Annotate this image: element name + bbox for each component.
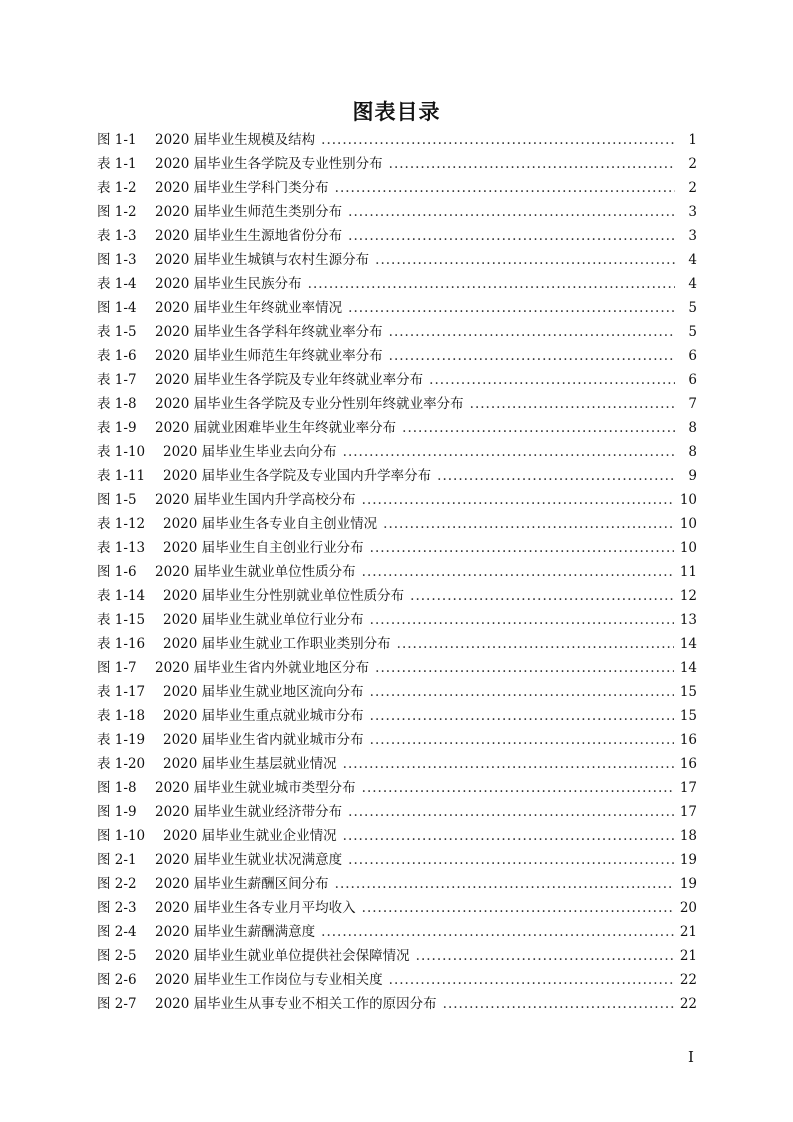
- toc-entry-title: 2020 届毕业生就业单位提供社会保障情况: [155, 948, 410, 964]
- toc-entry-title: 2020 届毕业生各学院及专业性别分布: [155, 156, 383, 172]
- toc-entry[interactable]: [97, 896, 697, 920]
- toc-entry-page: 4: [688, 276, 697, 292]
- toc-entry[interactable]: [97, 656, 697, 680]
- toc-entry-page: 15: [679, 684, 697, 700]
- toc-dot-leader: [410, 584, 674, 608]
- toc-entry-page: 13: [679, 612, 697, 628]
- page-number: I: [688, 1048, 694, 1066]
- toc-entry-label: 表 1-13: [97, 540, 146, 556]
- toc-entry-page: 9: [688, 468, 697, 484]
- toc-entry-label: 图 2-6: [97, 972, 137, 988]
- toc-entry-page: 2: [688, 156, 697, 172]
- toc-entry-page: 10: [679, 492, 697, 508]
- toc-entry[interactable]: [97, 824, 697, 848]
- toc-entry-page: 17: [679, 780, 697, 796]
- toc-entry[interactable]: [97, 536, 697, 560]
- toc-entry-title: 2020 届毕业生毕业去向分布: [163, 444, 337, 460]
- toc-dot-leader: [343, 824, 674, 848]
- toc-entry[interactable]: [97, 992, 697, 1016]
- toc-dot-leader: [389, 968, 674, 992]
- toc-entry-title: 2020 届毕业生规模及结构: [155, 132, 316, 148]
- toc-entry-title: 2020 届毕业生薪酬区间分布: [155, 876, 329, 892]
- toc-entry[interactable]: [97, 272, 697, 296]
- toc-dot-leader: [389, 152, 675, 176]
- toc-entry[interactable]: [97, 920, 697, 944]
- toc-entry[interactable]: [97, 464, 697, 488]
- toc-entry-title: 2020 届毕业生就业单位性质分布: [155, 564, 356, 580]
- toc-entry[interactable]: [97, 200, 697, 224]
- toc-entry[interactable]: [97, 680, 697, 704]
- toc-entry-label: 表 1-18: [97, 708, 146, 724]
- toc-dot-leader: [335, 872, 674, 896]
- toc-dot-leader: [470, 392, 675, 416]
- toc-dot-leader: [362, 488, 674, 512]
- toc-entry-title: 2020 届毕业生生源地省份分布: [155, 228, 343, 244]
- toc-entry-label: 图 1-4: [97, 300, 137, 316]
- toc-dot-leader: [343, 752, 674, 776]
- toc-entry-label: 表 1-4: [97, 276, 137, 292]
- toc-entry[interactable]: [97, 248, 697, 272]
- toc-dot-leader: [321, 920, 674, 944]
- toc-list: [97, 128, 697, 1016]
- toc-entry[interactable]: [97, 776, 697, 800]
- toc-dot-leader: [321, 128, 675, 152]
- toc-entry-page: 19: [679, 852, 697, 868]
- toc-entry-page: 14: [679, 660, 697, 676]
- toc-entry-title: 2020 届毕业生年终就业率情况: [155, 300, 343, 316]
- toc-entry[interactable]: [97, 488, 697, 512]
- toc-entry-label: 表 1-16: [97, 636, 146, 652]
- toc-entry-title: 2020 届毕业生薪酬满意度: [155, 924, 316, 940]
- toc-entry[interactable]: [97, 968, 697, 992]
- toc-entry-page: 6: [688, 372, 697, 388]
- toc-dot-leader: [383, 512, 674, 536]
- toc-entry[interactable]: [97, 560, 697, 584]
- toc-entry-title: 2020 届毕业生就业城市类型分布: [155, 780, 356, 796]
- toc-entry[interactable]: [97, 152, 697, 176]
- toc-dot-leader: [437, 464, 675, 488]
- toc-entry-page: 17: [679, 804, 697, 820]
- toc-entry-page: 6: [688, 348, 697, 364]
- toc-entry-label: 表 1-20: [97, 756, 146, 772]
- toc-entry[interactable]: [97, 344, 697, 368]
- toc-entry-label: 表 1-7: [97, 372, 137, 388]
- page-title: 图表目录: [352, 100, 441, 124]
- toc-entry-page: 15: [679, 708, 697, 724]
- toc-entry-title: 2020 届毕业生基层就业情况: [163, 756, 337, 772]
- toc-dot-leader: [389, 344, 675, 368]
- toc-entry-title: 2020 届毕业生学科门类分布: [155, 180, 329, 196]
- toc-entry-title: 2020 届毕业生从事专业不相关工作的原因分布: [155, 996, 437, 1012]
- toc-entry[interactable]: [97, 512, 697, 536]
- toc-entry-label: 表 1-8: [97, 396, 137, 412]
- toc-dot-leader: [362, 776, 674, 800]
- toc-dot-leader: [362, 896, 674, 920]
- toc-entry-title: 2020 届毕业生就业状况满意度: [155, 852, 343, 868]
- toc-entry[interactable]: [97, 728, 697, 752]
- toc-entry-page: 22: [679, 996, 697, 1012]
- toc-dot-leader: [348, 296, 675, 320]
- toc-entry-title: 2020 届毕业生国内升学高校分布: [155, 492, 356, 508]
- toc-entry-title: 2020 届毕业生就业单位行业分布: [163, 612, 364, 628]
- toc-entry-title: 2020 届毕业生各专业月平均收入: [155, 900, 356, 916]
- toc-entry-page: 19: [679, 876, 697, 892]
- toc-entry[interactable]: [97, 632, 697, 656]
- toc-entry-page: 5: [688, 324, 697, 340]
- toc-entry-page: 14: [679, 636, 697, 652]
- toc-entry-title: 2020 届毕业生省内就业城市分布: [163, 732, 364, 748]
- toc-dot-leader: [343, 440, 675, 464]
- toc-entry-page: 16: [679, 756, 697, 772]
- toc-dot-leader: [348, 848, 674, 872]
- toc-entry-page: 22: [679, 972, 697, 988]
- toc-entry-label: 图 1-6: [97, 564, 137, 580]
- toc-entry[interactable]: [97, 800, 697, 824]
- toc-entry-title: 2020 届毕业生工作岗位与专业相关度: [155, 972, 383, 988]
- toc-entry-label: 表 1-3: [97, 228, 137, 244]
- toc-dot-leader: [370, 680, 674, 704]
- toc-entry-title: 2020 届毕业生民族分布: [155, 276, 302, 292]
- toc-entry-label: 图 1-7: [97, 660, 137, 676]
- toc-dot-leader: [402, 416, 675, 440]
- toc-entry-label: 表 1-6: [97, 348, 137, 364]
- toc-entry-page: 3: [688, 204, 697, 220]
- toc-entry-label: 表 1-11: [97, 468, 146, 484]
- toc-dot-leader: [370, 728, 674, 752]
- toc-entry-title: 2020 届毕业生各学院及专业分性别年终就业率分布: [155, 396, 464, 412]
- toc-dot-leader: [348, 200, 675, 224]
- toc-entry-page: 11: [679, 564, 697, 580]
- toc-entry-label: 图 1-5: [97, 492, 137, 508]
- toc-dot-leader: [370, 536, 674, 560]
- toc-entry-page: 8: [688, 420, 697, 436]
- toc-entry-page: 2: [688, 180, 697, 196]
- toc-entry-label: 图 1-2: [97, 204, 137, 220]
- toc-entry-page: 10: [679, 540, 697, 556]
- toc-entry-title: 2020 届毕业生就业工作职业类别分布: [163, 636, 391, 652]
- toc-entry-label: 图 1-8: [97, 780, 137, 796]
- toc-dot-leader: [397, 632, 674, 656]
- toc-entry-title: 2020 届毕业生就业经济带分布: [155, 804, 343, 820]
- toc-entry-title: 2020 届毕业生师范生年终就业率分布: [155, 348, 383, 364]
- toc-entry-page: 20: [679, 900, 697, 916]
- toc-entry-label: 图 1-10: [97, 828, 146, 844]
- toc-dot-leader: [443, 992, 674, 1016]
- toc-entry-title: 2020 届毕业生各学院及专业国内升学率分布: [163, 468, 432, 484]
- toc-entry-title: 2020 届毕业生师范生类别分布: [155, 204, 343, 220]
- toc-dot-leader: [429, 368, 675, 392]
- toc-entry-title: 2020 届毕业生重点就业城市分布: [163, 708, 364, 724]
- toc-entry[interactable]: [97, 128, 697, 152]
- toc-entry[interactable]: [97, 848, 697, 872]
- toc-entry-label: 图 1-3: [97, 252, 137, 268]
- toc-entry[interactable]: [97, 368, 697, 392]
- toc-dot-leader: [375, 248, 675, 272]
- toc-entry-title: 2020 届毕业生自主创业行业分布: [163, 540, 364, 556]
- toc-entry-page: 5: [688, 300, 697, 316]
- toc-dot-leader: [348, 224, 675, 248]
- toc-entry-page: 1: [688, 132, 697, 148]
- toc-entry-page: 7: [688, 396, 697, 412]
- toc-entry-label: 图 2-5: [97, 948, 137, 964]
- toc-entry-page: 21: [679, 924, 697, 940]
- toc-entry-title: 2020 届毕业生各专业自主创业情况: [163, 516, 378, 532]
- toc-entry-title: 2020 届毕业生城镇与农村生源分布: [155, 252, 370, 268]
- toc-entry-page: 8: [688, 444, 697, 460]
- toc-dot-leader: [416, 944, 674, 968]
- toc-entry-label: 图 2-1: [97, 852, 137, 868]
- toc-entry[interactable]: [97, 416, 697, 440]
- toc-entry[interactable]: [97, 704, 697, 728]
- toc-entry-label: 表 1-15: [97, 612, 146, 628]
- toc-entry-label: 表 1-2: [97, 180, 137, 196]
- toc-entry-label: 图 2-2: [97, 876, 137, 892]
- toc-entry-page: 4: [688, 252, 697, 268]
- toc-entry-label: 表 1-5: [97, 324, 137, 340]
- toc-entry-label: 表 1-1: [97, 156, 137, 172]
- toc-dot-leader: [362, 560, 674, 584]
- toc-entry-label: 图 2-3: [97, 900, 137, 916]
- toc-entry-label: 表 1-12: [97, 516, 146, 532]
- toc-entry[interactable]: [97, 608, 697, 632]
- toc-entry[interactable]: [97, 584, 697, 608]
- toc-dot-leader: [370, 704, 674, 728]
- toc-entry[interactable]: [97, 392, 697, 416]
- toc-entry-page: 10: [679, 516, 697, 532]
- toc-dot-leader: [308, 272, 675, 296]
- toc-dot-leader: [370, 608, 674, 632]
- toc-dot-leader: [335, 176, 675, 200]
- toc-entry-label: 图 2-4: [97, 924, 137, 940]
- toc-entry[interactable]: [97, 872, 697, 896]
- toc-entry-title: 2020 届就业困难毕业生年终就业率分布: [155, 420, 397, 436]
- toc-entry[interactable]: [97, 320, 697, 344]
- toc-entry-label: 表 1-10: [97, 444, 146, 460]
- toc-entry[interactable]: [97, 752, 697, 776]
- toc-entry-label: 图 2-7: [97, 996, 137, 1012]
- toc-entry-page: 16: [679, 732, 697, 748]
- toc-entry-label: 表 1-14: [97, 588, 146, 604]
- toc-entry[interactable]: [97, 176, 697, 200]
- toc-entry-title: 2020 届毕业生省内外就业地区分布: [155, 660, 370, 676]
- toc-entry[interactable]: [97, 224, 697, 248]
- toc-entry-label: 图 1-9: [97, 804, 137, 820]
- toc-entry-title: 2020 届毕业生分性别就业单位性质分布: [163, 588, 405, 604]
- toc-dot-leader: [348, 800, 674, 824]
- toc-entry[interactable]: [97, 944, 697, 968]
- toc-entry-title: 2020 届毕业生就业地区流向分布: [163, 684, 364, 700]
- toc-entry[interactable]: [97, 296, 697, 320]
- toc-entry-title: 2020 届毕业生各学院及专业年终就业率分布: [155, 372, 424, 388]
- toc-entry-title: 2020 届毕业生就业企业情况: [163, 828, 337, 844]
- toc-entry-page: 21: [679, 948, 697, 964]
- toc-entry[interactable]: [97, 440, 697, 464]
- toc-entry-label: 表 1-9: [97, 420, 137, 436]
- toc-dot-leader: [375, 656, 674, 680]
- toc-entry-page: 3: [688, 228, 697, 244]
- toc-entry-page: 12: [679, 588, 697, 604]
- toc-entry-label: 表 1-19: [97, 732, 146, 748]
- toc-entry-title: 2020 届毕业生各学科年终就业率分布: [155, 324, 383, 340]
- toc-entry-label: 表 1-17: [97, 684, 146, 700]
- toc-entry-page: 18: [679, 828, 697, 844]
- toc-dot-leader: [389, 320, 675, 344]
- toc-entry-label: 图 1-1: [97, 132, 137, 148]
